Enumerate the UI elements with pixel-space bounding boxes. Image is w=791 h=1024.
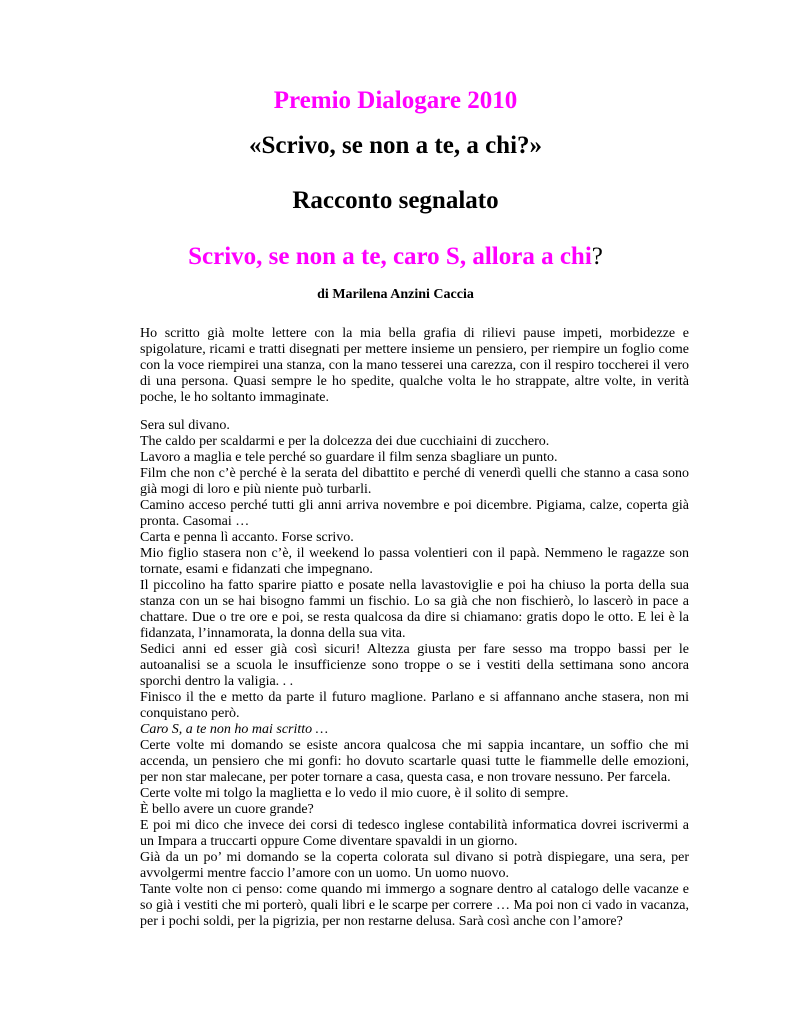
body-line: E poi mi dico che invece dei corsi di tedesco inglese contabilità informatica dovrei iscrivermi a un Impara a truccarti oppure Come diventare spavaldi in un giorno. [140,818,689,849]
body-line: Mio figlio stasera non c’è, il weekend lo passa volentieri con il papà. Nemmeno le ragazze son tornate, esami e fidanzati che impegnano. [140,546,689,577]
body-line-italic: Caro S, a te non ho mai scritto … [140,722,329,737]
body-line: Certe volte mi tolgo la maglietta e lo vedo il mio cuore, è il solito di sempre. [140,786,569,801]
intro-paragraph: Ho scritto già molte lettere con la mia bella grafia di rilievi pause impeti, morbidezze e spigolature, ricami e tratti disegnati per mettere insieme un pensiero, per riempire un foglio come con la voce riempirei una stanza, con la mano tesserei una carezza, con il respiro toccherei il vero di una persona. Quasi sempre le ho spedite, qualche volta le ho strappate, altre volte, in verità poche, le ho soltanto immaginate. [140,326,689,405]
body-line: È bello avere un cuore grande? [140,802,314,817]
body-line: Il piccolino ha fatto sparire piatto e posate nella lavastoviglie e poi ha chiuso la porta della sua stanza con un se hai bisogno fammi un fischio. Lo sa già che non fischierò, lo lascerò in pace a chattare. Due o tre ore e poi, se resta qualcosa da dire si chiamano: gratis dopo le otto. E lei è la fidanzata, l’innamorata, la donna della sua vita. [140,578,689,641]
author-byline: di Marilena Anzini Caccia [317,287,474,302]
category-heading: Racconto segnalato [292,187,499,214]
body-line: Sera sul divano. [140,418,230,433]
story-title [0,242,791,272]
body-line: Carta e penna lì accanto. Forse scrivo. [140,530,354,545]
story-title-question-mark: ? [591,243,603,270]
story-title-text: Scrivo, se non a te, caro S, allora a chi [188,243,592,270]
body-line: Lavoro a maglia e tele perché so guardare il film senza sbagliare un punto. [140,450,558,465]
body-line: Sedici anni ed esser già così sicuri! Altezza giusta per fare sesso ma troppo bassi per le autoanalisi se a scuola le insufficienze sono troppe o se i vestiti della settimana sono ancora sporchi dentro la valigia. . . [140,642,689,689]
prize-title: Premio Dialogare 2010 [273,87,518,114]
body-line: Già da un po’ mi domando se la coperta colorata sul divano si potrà dispiegare, una sera, per avvolgermi mentre faccio l’amore con un uomo. Un uomo nuovo. [140,850,689,881]
body-line: Certe volte mi domando se esiste ancora qualcosa che mi sappia incantare, un soffio che mi accenda, un pensiero che mi gonfi: ho dovuto scartarle quasi tutte le fiammelle delle emozioni, per non star malecane, per poter tornare a casa, questa casa, e non trovare nessuno. Per farcela. [140,738,689,785]
story-body [140,418,689,930]
body-line: Film che non c’è perché è la serata del dibattito e perché di venerdì quelli che stanno a casa sono già mogi di loro e più niente può turbarli. [140,466,689,497]
work-title: «Scrivo, se non a te, a chi?» [248,132,543,159]
body-line: Camino acceso perché tutti gli anni arriva novembre e poi dicembre. Pigiama, calze, coperta già pronta. Casomai … [140,498,689,529]
body-line: Finisco il the e metto da parte il futuro maglione. Parlano e si affannano anche stasera, non mi conquistano però. [140,690,689,721]
body-line: Tante volte non ci penso: come quando mi immergo a sognare dentro al catalogo delle vacanze e so già i vestiti che mi porterò, quali libri e le scarpe per correre … Ma poi non ci vado in vacanza, per i pochi soldi, per la pigrizia, per non restarne delusa. Sarà così anche con l’amore? [140,882,689,929]
body-line: The caldo per scaldarmi e per la dolcezza dei due cucchiaini di zucchero. [140,434,550,449]
